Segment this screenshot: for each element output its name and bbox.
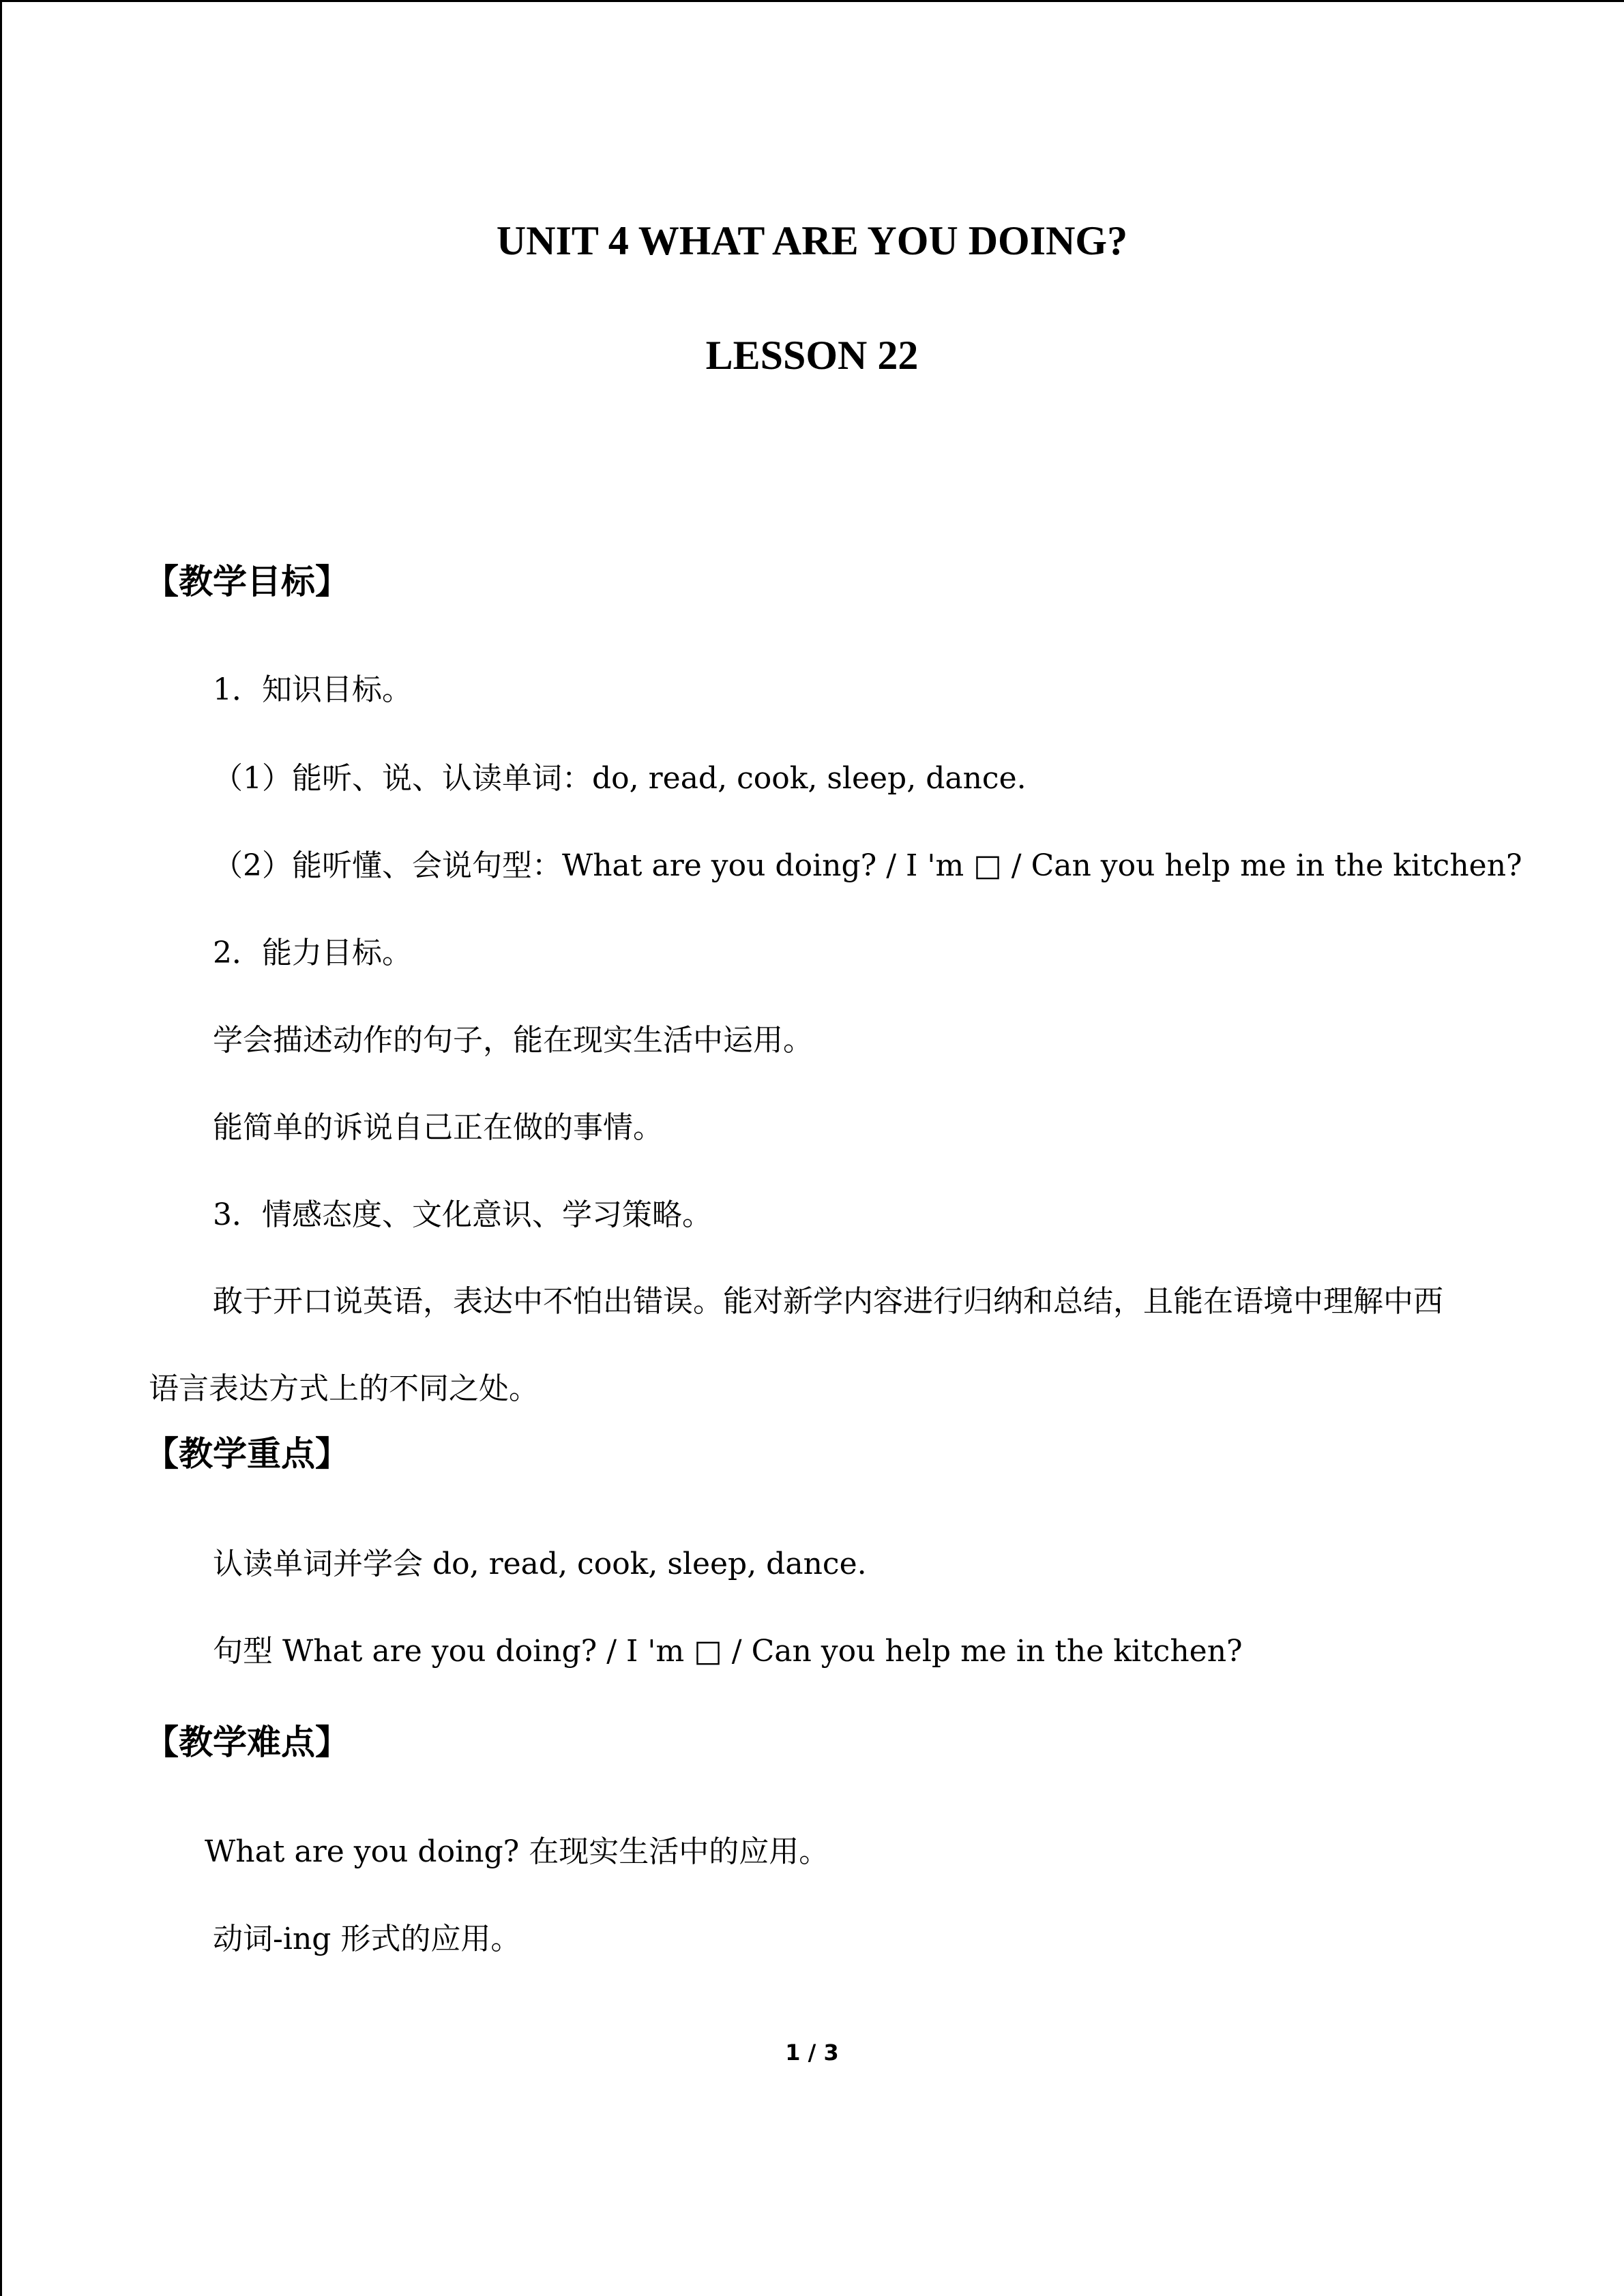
objectives-heading: 【教学目标】 — [145, 562, 349, 601]
lesson-title: LESSON 22 — [705, 333, 919, 378]
ability-objective-line1: 学会描述动作的句子，能在现实生活中运用。 — [213, 1023, 813, 1058]
key-points-heading: 【教学重点】 — [145, 1434, 349, 1474]
ability-objective-line2: 能简单的诉说自己正在做的事情。 — [213, 1110, 663, 1145]
key-point-sentences: 句型 What are you doing? / I 'm □ / Can you help me in the kitchen? — [213, 1634, 1243, 1669]
knowledge-objective-words: （1）能听、说、认读单词：do, read, cook, sleep, dance. — [213, 761, 1027, 796]
knowledge-objective-sentences: （2）能听懂、会说句型：What are you doing? / I 'm □ / Can you help me in the kitchen? — [213, 848, 1522, 883]
difficulty-line1: What are you doing? 在现实生活中的应用。 — [205, 1834, 829, 1869]
affective-objective: 3．情感态度、文化意识、学习策略。 — [213, 1197, 712, 1232]
difficulty-line2: 动词-ing 形式的应用。 — [213, 1922, 521, 1956]
knowledge-objective: 1．知识目标。 — [213, 672, 412, 707]
difficulties-heading: 【教学难点】 — [145, 1723, 349, 1762]
affective-objective-paragraph: 敢于开口说英语，表达中不怕出错误。能对新学内容进行归纳和总结，且能在语境中理解中西语言表达方式上的不同之处。 — [149, 1284, 1443, 1406]
ability-objective: 2．能力目标。 — [213, 936, 412, 970]
key-point-words: 认读单词并学会 do, read, cook, sleep, dance. — [213, 1547, 867, 1581]
page-title: UNIT 4 WHAT ARE YOU DOING? — [496, 218, 1128, 263]
page-number: 1 / 3 — [785, 2040, 839, 2066]
